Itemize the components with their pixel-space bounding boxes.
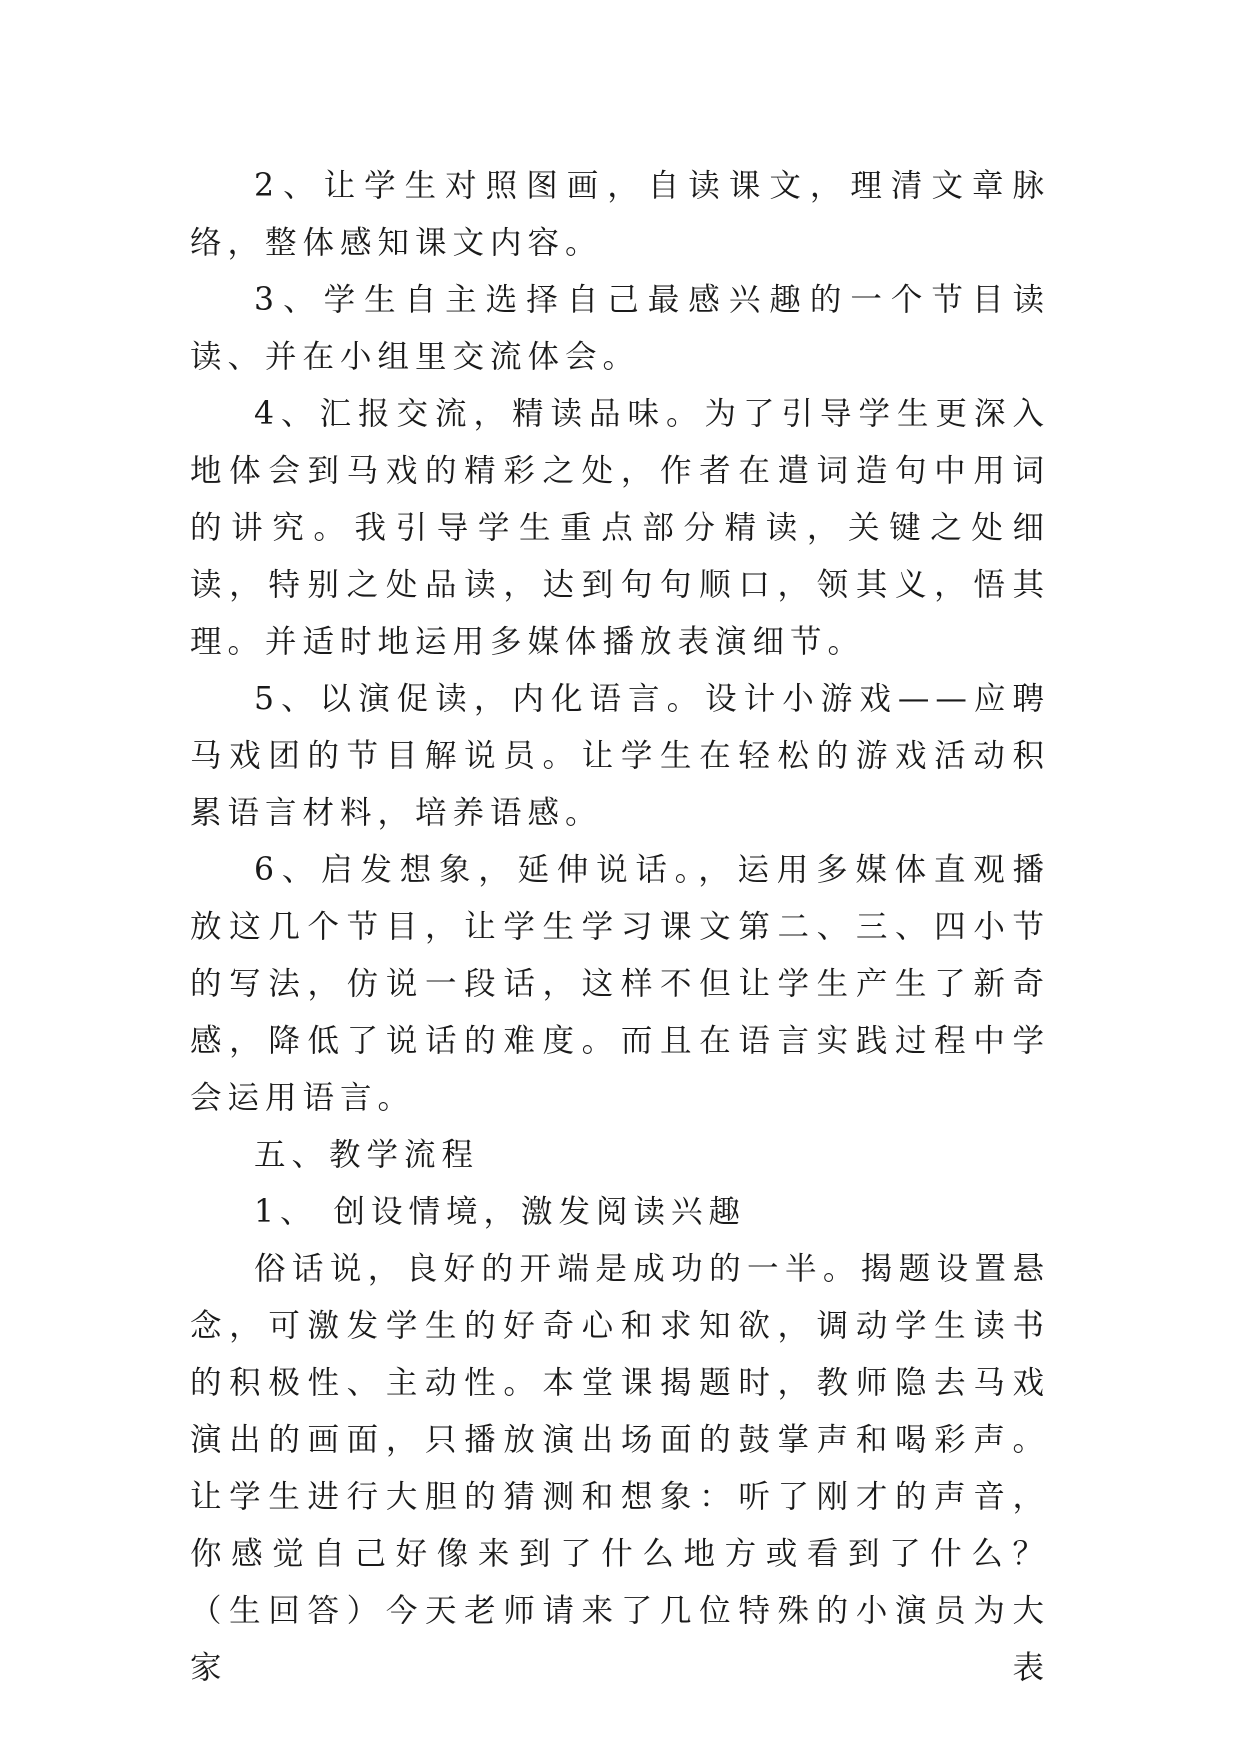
subheading-create-situation: 1、 创设情境，激发阅读兴趣	[254, 1194, 747, 1230]
paragraph-step-5: 5、以演促读，内化语言。设计小游戏——应聘马戏团的节目解说员。让学生在轻松的游戏活动积累语言材料，培养语感。	[190, 681, 1050, 831]
paragraph-proverb-intro: 俗话说，良好的开端是成功的一半。揭题设置悬念，可激发学生的好奇心和求知欲，调动学生读书的积极性、主动性。本堂课揭题时，教师隐去马戏演出的画面，只播放演出场面的鼓掌声和喝彩声。让学生进行大胆的猜测和想象：听了刚才的声音，你感觉自己好像来到了什么地方或看到了什么？（生回答）今天老师请来了几位特殊的小演员为大家表	[190, 1251, 1050, 1686]
section-heading-teaching-process: 五、教学流程	[254, 1137, 480, 1173]
paragraph-step-2: 2、让学生对照图画，自读课文，理清文章脉络，整体感知课文内容。	[190, 168, 1050, 261]
paragraph-step-3: 3、学生自主选择自己最感兴趣的一个节目读读、并在小组里交流体会。	[190, 282, 1050, 375]
paragraph-step-4: 4、汇报交流，精读品味。为了引导学生更深入地体会到马戏的精彩之处，作者在遣词造句中用词的讲究。我引导学生重点部分精读，关键之处细读，特别之处品读，达到句句顺口，领其义，悟其理。并适时地运用多媒体播放表演细节。	[190, 396, 1050, 660]
paragraph-step-6: 6、启发想象，延伸说话。，运用多媒体直观播放这几个节目，让学生学习课文第二、三、四小节的写法，仿说一段话，这样不但让学生产生了新奇感，降低了说话的难度。而且在语言实践过程中学会运用语言。	[190, 852, 1050, 1116]
document-body	[190, 158, 1050, 1697]
